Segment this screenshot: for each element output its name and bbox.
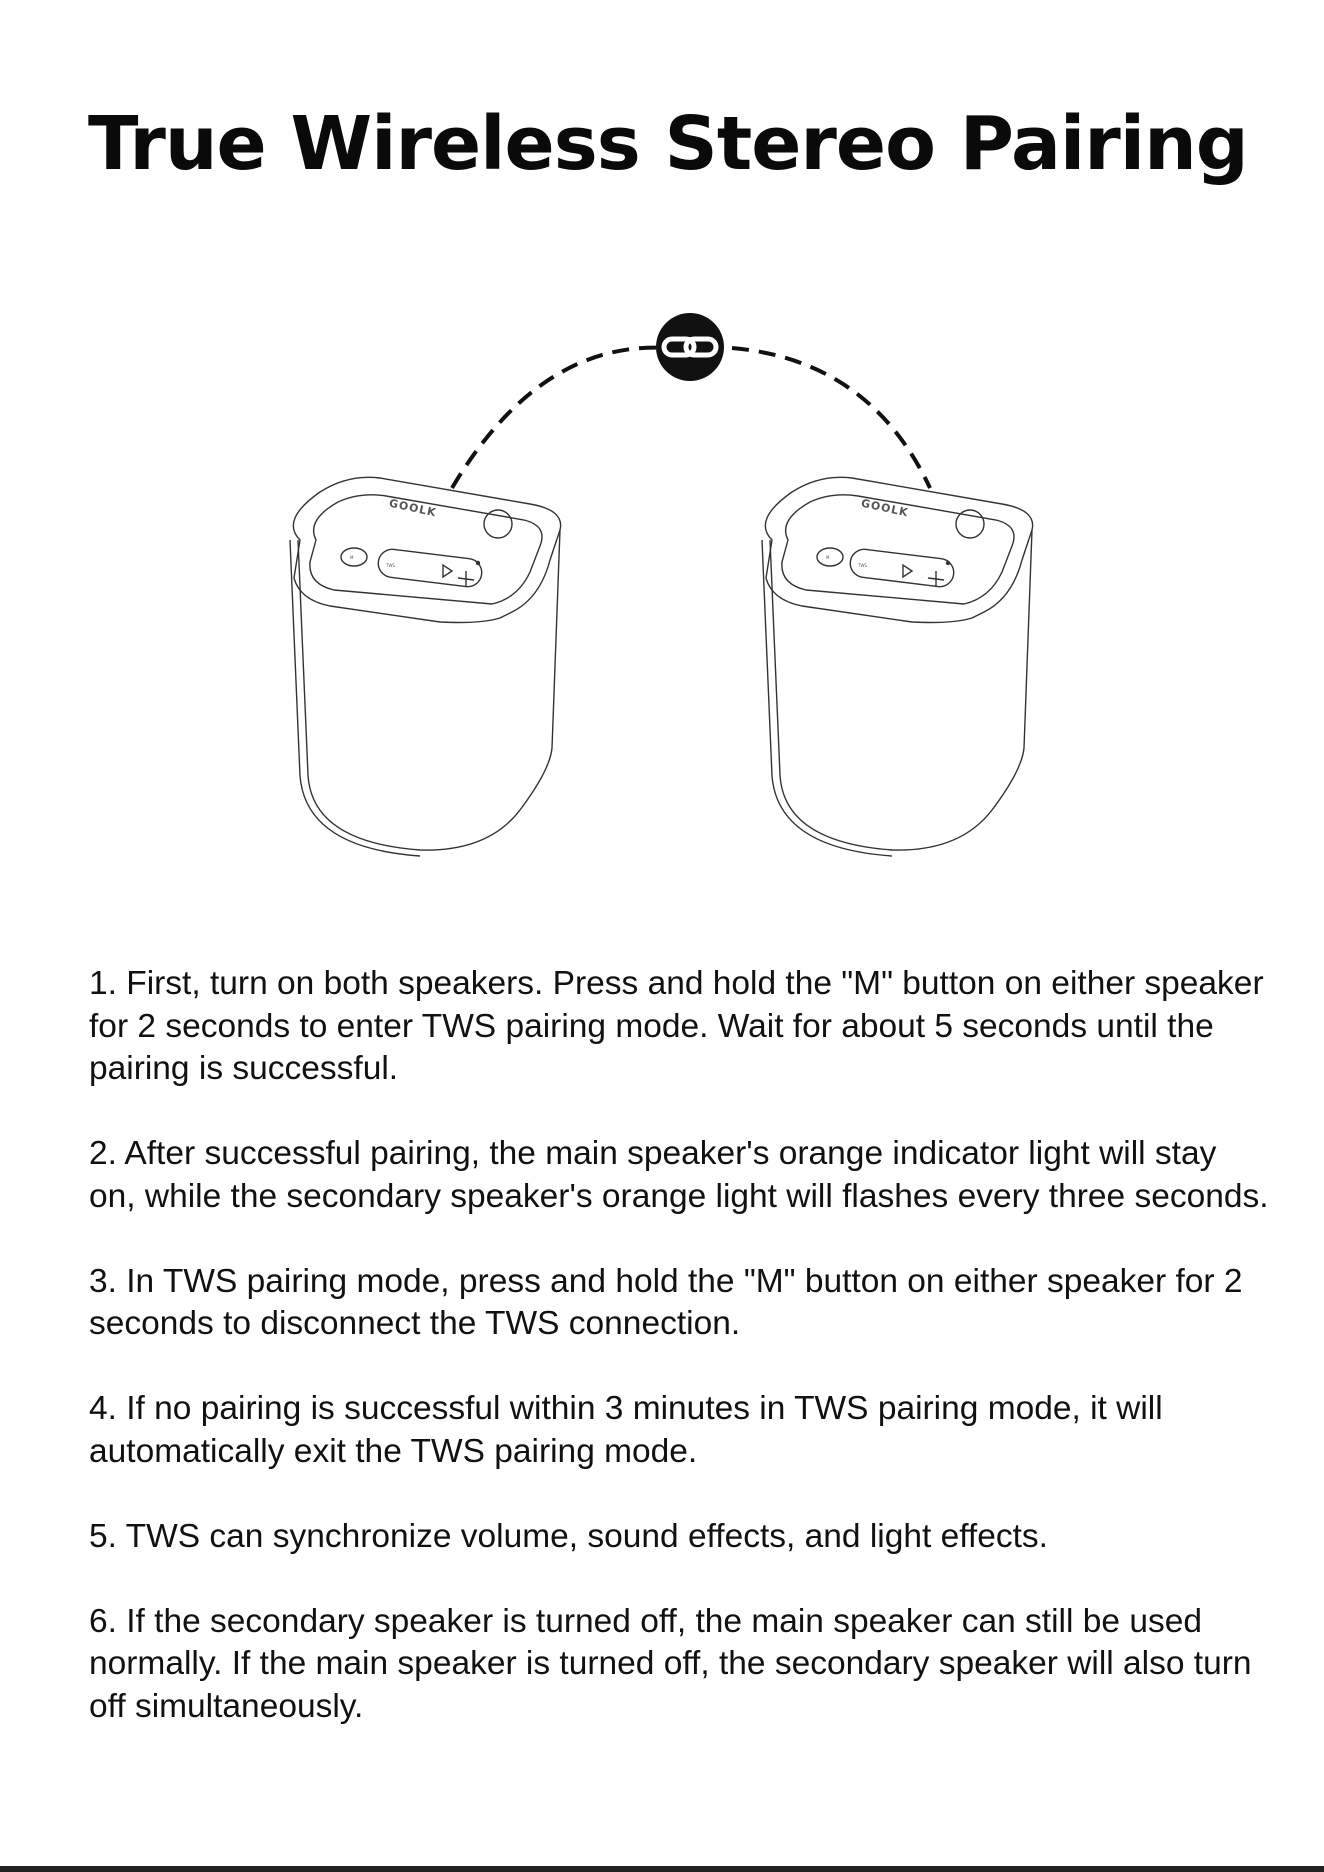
instruction-step-1: 1. First, turn on both speakers. Press and hold the "M" button on either speaker for 2 seconds to enter TWS pairing mode. Wait for about 5 seconds until the pairing is successful. [89, 965, 1264, 1087]
speaker-right-brand: GOOLK [859, 496, 910, 520]
instruction-list [89, 963, 1269, 1771]
instruction-step-5: 5. TWS can synchronize volume, sound effects, and light effects. [89, 1517, 1048, 1555]
speaker-right-mode-button: M [826, 555, 830, 560]
page-title: True Wireless Stereo Pairing [88, 101, 1248, 187]
speaker-left [290, 477, 561, 856]
instruction-step-4: 4. If no pairing is successful within 3 minutes in TWS pairing mode, it will automatically exit the TWS pairing mode. [89, 1390, 1163, 1470]
link-icon [656, 313, 724, 381]
pairing-connection-arc [452, 348, 668, 488]
speaker-right [762, 477, 1033, 856]
pairing-connection-arc [732, 348, 930, 488]
instruction-step-3: 3. In TWS pairing mode, press and hold the "M" button on either speaker for 2 seconds to disconnect the TWS connection. [89, 1262, 1243, 1342]
instruction-step-2: 2. After successful pairing, the main speaker's orange indicator light will stay on, while the secondary speaker's orange light will flashes every three seconds. [89, 1135, 1269, 1215]
speaker-left-brand: GOOLK [387, 496, 438, 520]
tws-pairing-illustration [0, 290, 1324, 870]
speaker-left-strip-label: TWS [386, 563, 395, 568]
speaker-left-mode-button: M [350, 555, 354, 560]
speaker-right-strip-label: TWS [858, 563, 867, 568]
bottom-divider [0, 1866, 1324, 1872]
instruction-step-6: 6. If the secondary speaker is turned off, the main speaker can still be used normally. If the main speaker is turned off, the secondary speaker will also turn off simultaneously. [89, 1602, 1252, 1725]
